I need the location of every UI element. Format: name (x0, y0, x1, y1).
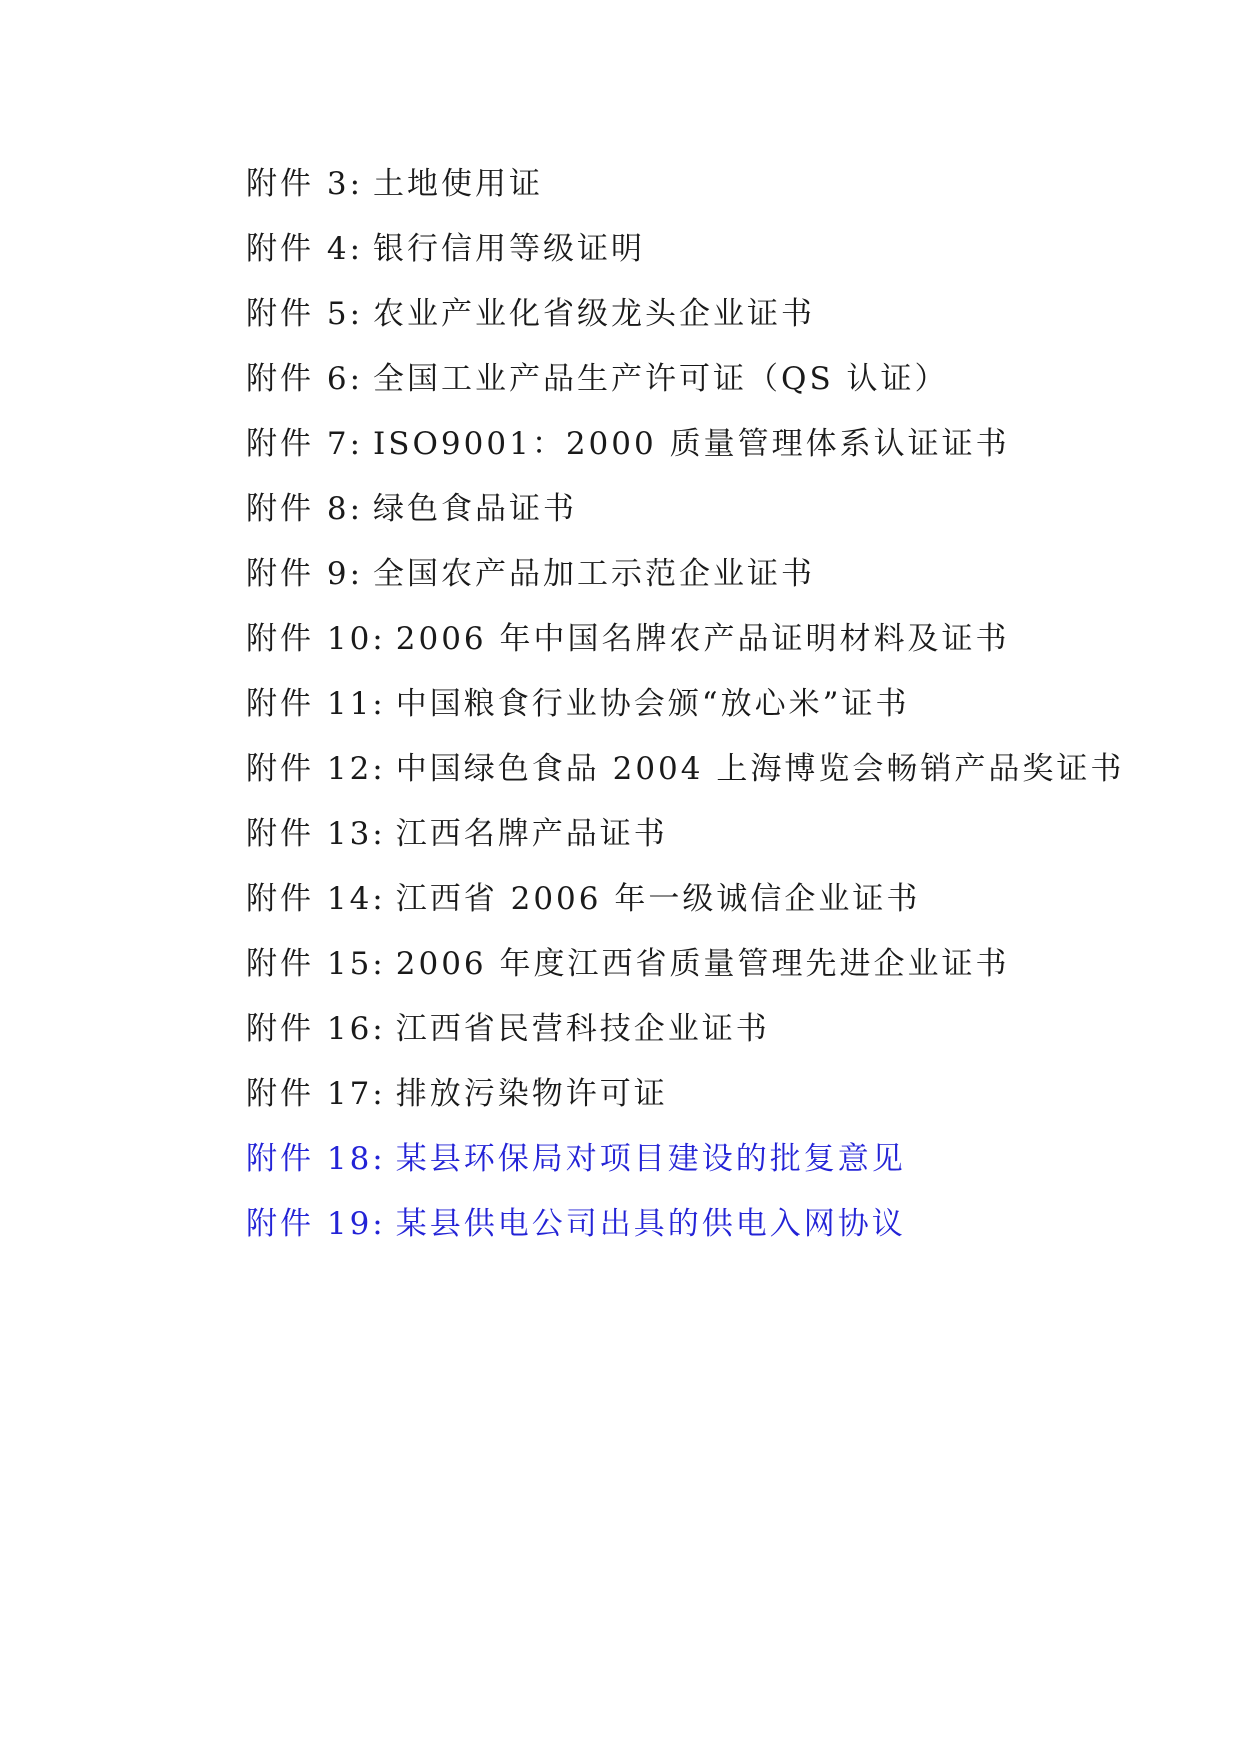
attachment-title: 中国绿色食品 2004 上海博览会畅销产品奖证书 (395, 751, 1125, 787)
attachment-title: 某县环保局对项目建设的批复意见 (395, 1141, 906, 1177)
attachment-label: 附件 11: (246, 686, 386, 722)
attachment-title: ISO9001：2000 质量管理体系认证证书 (373, 426, 1010, 462)
attachment-item (246, 672, 1206, 737)
attachment-item (246, 607, 1206, 672)
attachment-title: 全国工业产品生产许可证（QS 认证） (373, 361, 949, 397)
attachment-title: 排放污染物许可证 (395, 1076, 668, 1112)
attachment-label: 附件 6: (246, 361, 364, 397)
attachment-title: 2006 年度江西省质量管理先进企业证书 (395, 946, 1010, 982)
attachment-label: 附件 3: (246, 166, 364, 202)
attachment-label: 附件 5: (246, 296, 364, 332)
attachment-item (246, 737, 1206, 802)
attachment-label: 附件 4: (246, 231, 364, 267)
attachment-item (246, 282, 1206, 347)
attachment-label: 附件 15: (246, 946, 386, 982)
attachment-title: 农业产业化省级龙头企业证书 (373, 296, 816, 332)
attachment-title: 江西省民营科技企业证书 (395, 1011, 770, 1047)
attachment-item (246, 217, 1206, 282)
attachment-item (246, 1127, 1206, 1192)
attachment-title: 银行信用等级证明 (373, 231, 646, 267)
attachment-label: 附件 7: (246, 426, 364, 462)
attachment-title: 江西名牌产品证书 (395, 816, 668, 852)
attachment-item (246, 997, 1206, 1062)
attachment-item (246, 867, 1206, 932)
attachment-label: 附件 10: (246, 621, 386, 657)
attachment-item (246, 802, 1206, 867)
attachment-item (246, 412, 1206, 477)
attachment-title: 绿色食品证书 (373, 491, 578, 527)
attachment-title: 全国农产品加工示范企业证书 (373, 556, 816, 592)
attachment-title: 江西省 2006 年一级诚信企业证书 (395, 881, 921, 917)
attachment-title: 某县供电公司出具的供电入网协议 (395, 1206, 906, 1242)
attachment-item (246, 152, 1206, 217)
attachment-label: 附件 17: (246, 1076, 386, 1112)
attachment-title: 中国粮食行业协会颁“放心米”证书 (395, 686, 910, 722)
attachment-title: 2006 年中国名牌农产品证明材料及证书 (395, 621, 1010, 657)
attachment-title: 土地使用证 (373, 166, 544, 202)
attachment-label: 附件 14: (246, 881, 386, 917)
attachment-label: 附件 9: (246, 556, 364, 592)
attachment-list (246, 152, 1206, 1257)
attachment-item (246, 542, 1206, 607)
attachment-label: 附件 13: (246, 816, 386, 852)
attachment-label: 附件 16: (246, 1011, 386, 1047)
attachment-item (246, 347, 1206, 412)
attachment-item (246, 1192, 1206, 1257)
attachment-item (246, 477, 1206, 542)
attachment-label: 附件 19: (246, 1206, 386, 1242)
attachment-label: 附件 12: (246, 751, 386, 787)
attachment-item (246, 1062, 1206, 1127)
attachment-item (246, 932, 1206, 997)
attachment-label: 附件 8: (246, 491, 364, 527)
attachment-label: 附件 18: (246, 1141, 386, 1177)
